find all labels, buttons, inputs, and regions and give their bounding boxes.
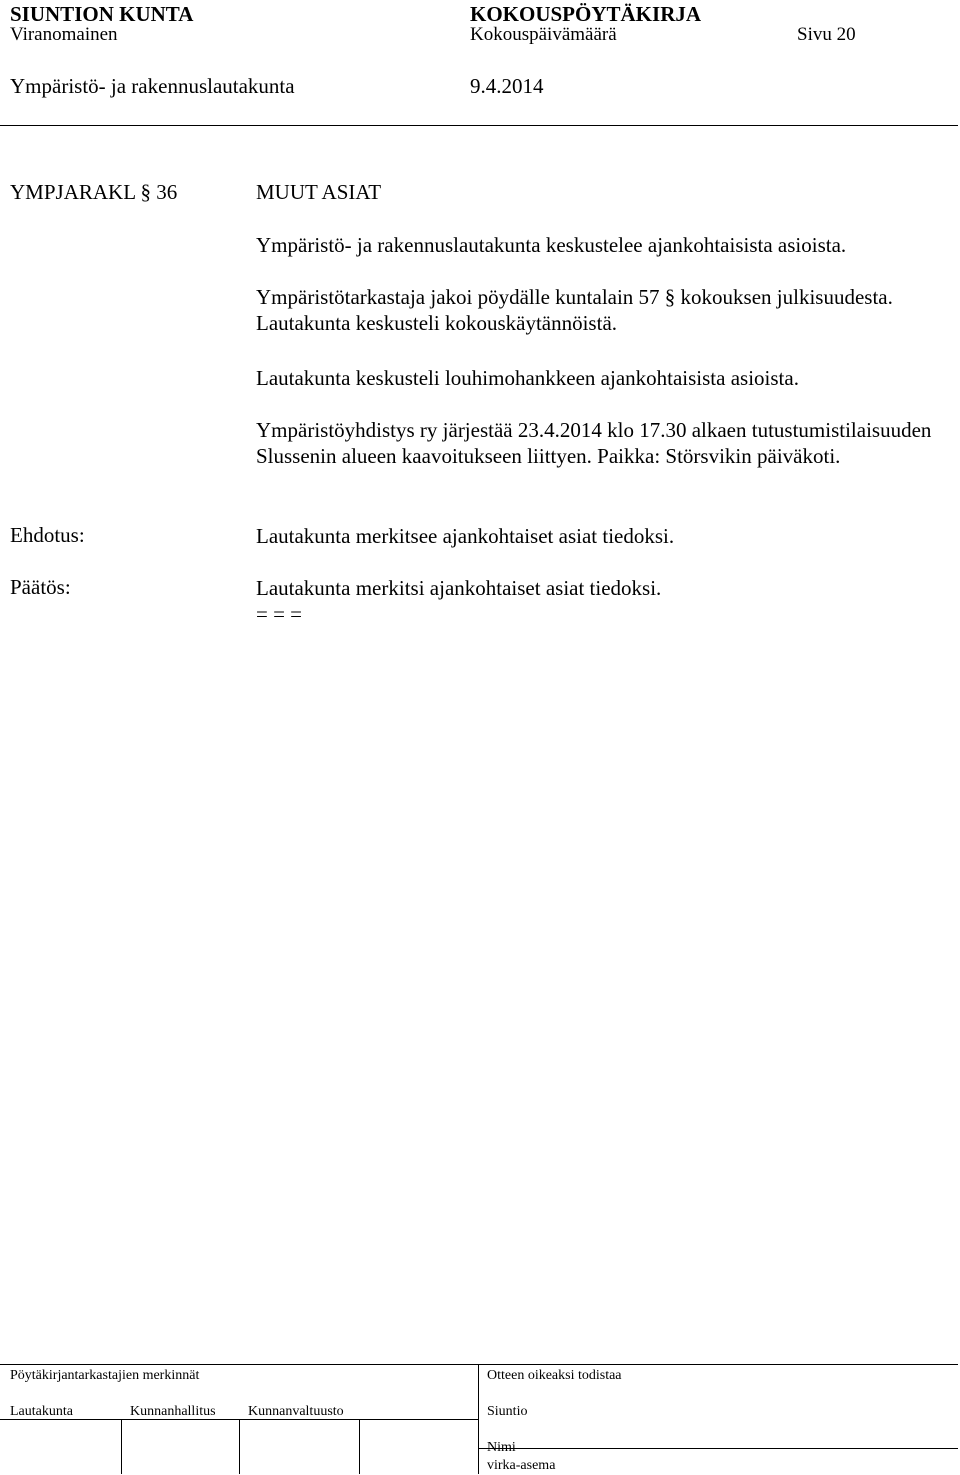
document-type: KOKOUSPÖYTÄKIRJA xyxy=(470,2,702,26)
section-title: MUUT ASIAT xyxy=(256,180,382,204)
paragraph: Ympäristötarkastaja jakoi pöydälle kuntalain 57 § kokouksen julkisuudesta. Lautakunta keskusteli kokouskäytännöistä. xyxy=(256,285,893,335)
footer-place: Siuntio xyxy=(487,1404,528,1419)
header-divider xyxy=(0,125,958,126)
footer-column-label: Kunnanvaltuusto xyxy=(248,1404,344,1419)
paragraph: Lautakunta keskusteli louhimohankkeen ajankohtaisista asioista. xyxy=(256,366,799,390)
footer-right-title: Otteen oikeaksi todistaa xyxy=(487,1368,622,1383)
proposal-label: Ehdotus: xyxy=(10,523,85,547)
footer-col-divider xyxy=(121,1419,122,1474)
meeting-date: 9.4.2014 xyxy=(470,74,544,98)
authority-label: Viranomainen xyxy=(10,24,118,45)
page-number: Sivu 20 xyxy=(797,24,856,45)
footer-position-label: virka-asema xyxy=(487,1458,556,1473)
footer-signature-line xyxy=(478,1448,958,1449)
board-name: Ympäristö- ja rakennuslautakunta xyxy=(10,74,295,98)
proposal-text: Lautakunta merkitsee ajankohtaiset asiat tiedoksi. xyxy=(256,524,675,548)
footer-col-divider xyxy=(239,1419,240,1474)
meeting-date-label: Kokouspäivämäärä xyxy=(470,24,617,45)
paragraph: Ympäristö- ja rakennuslautakunta keskustelee ajankohtaisista asioista. xyxy=(256,233,847,257)
end-marker: = = = xyxy=(256,602,303,626)
decision-text: Lautakunta merkitsi ajankohtaiset asiat tiedoksi. xyxy=(256,576,662,600)
footer-name-label: Nimi xyxy=(487,1440,516,1455)
section-id: YMPJARAKL § 36 xyxy=(10,180,178,204)
footer-column-label: Kunnanhallitus xyxy=(130,1404,216,1419)
footer-divider-main xyxy=(478,1364,479,1474)
municipality-name: SIUNTION KUNTA xyxy=(10,2,194,26)
footer-column-label: Lautakunta xyxy=(10,1404,73,1419)
decision-label: Päätös: xyxy=(10,575,71,599)
footer-left-title: Pöytäkirjantarkastajien merkinnät xyxy=(10,1368,200,1383)
paragraph: Ympäristöyhdistys ry järjestää 23.4.2014 klo 17.30 alkaen tutustumistilaisuuden Slussenin alueen kaavoitukseen liittyen. Paikka: Störsvikin päiväkoti. xyxy=(256,418,932,468)
footer-col-divider xyxy=(359,1419,360,1474)
